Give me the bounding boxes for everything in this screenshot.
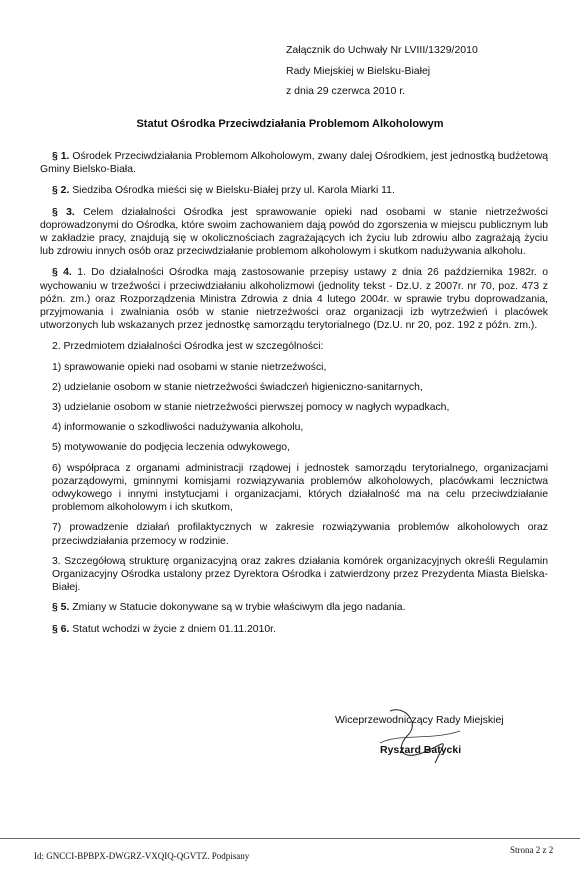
paragraph-4-3: 3. Szczegółową strukturę organizacyjną oraz zakres działania komórek organizacyjnych określi Regulamin Organizacyjny Ośrodka ustalony przez Dyrektora Ośrodka i zatwierdzony przez Prezydenta Miasta Bielska-Białej. bbox=[52, 555, 548, 594]
document-title: Statut Ośrodka Przeciwdziałania Problemom Alkoholowym bbox=[136, 118, 444, 130]
attachment-header bbox=[286, 40, 478, 102]
paragraph-1 bbox=[40, 150, 548, 176]
paragraph-text: Siedziba Ośrodka mieści się w Bielsku-Białej przy ul. Karola Miarki 11. bbox=[69, 185, 395, 197]
list-item: 7) prowadzenie działań profilaktycznych w zakresie rozwiązywania problemów alkoholowych oraz przeciwdziałania przemocy w rodzinie. bbox=[52, 522, 548, 547]
paragraph-6 bbox=[40, 623, 548, 636]
section-number: § 4. bbox=[52, 267, 72, 279]
header-line-date: z dnia 29 czerwca 2010 r. bbox=[286, 85, 406, 97]
header-line-resolution: Załącznik do Uchwały Nr LVIII/1329/2010 bbox=[286, 44, 478, 56]
document-body bbox=[40, 150, 548, 644]
paragraph-2 bbox=[40, 184, 548, 197]
paragraph-3 bbox=[40, 206, 548, 259]
document-id: Id: GNCCI-BPBPX-DWGRZ-VXQIQ-QGVTZ. Podpisany bbox=[34, 851, 250, 861]
section-number: § 5. bbox=[52, 602, 70, 614]
paragraph-4-2: 2. Przedmiotem działalności Ośrodka jest w szczególności: bbox=[52, 341, 324, 353]
list-item: 1) sprawowanie opieki nad osobami w stanie nietrzeźwości, bbox=[52, 361, 327, 373]
section-number: § 6. bbox=[52, 623, 70, 635]
section-number: § 1. bbox=[52, 151, 70, 162]
list-item: 5) motywowanie do podjęcia leczenia odwykowego, bbox=[52, 442, 290, 454]
signatory-name: Ryszard Batycki bbox=[380, 744, 462, 756]
list-item: 4) informowanie o szkodliwości nadużywania alkoholu, bbox=[52, 422, 304, 434]
section-number: § 2. bbox=[52, 185, 70, 197]
header-line-council: Rady Miejskiej w Bielsku-Białej bbox=[286, 64, 431, 77]
list-item: 2) udzielanie osobom w stanie nietrzeźwości świadczeń higieniczno-sanitarnych, bbox=[52, 381, 423, 393]
paragraph-5 bbox=[40, 601, 548, 614]
footer-divider bbox=[0, 838, 580, 839]
paragraph-text: Statut wchodzi w życie z dniem 01.11.2010r. bbox=[69, 623, 276, 635]
signature-block bbox=[335, 712, 504, 758]
page-number: Strona 2 z 2 bbox=[510, 845, 554, 855]
paragraph-4 bbox=[40, 266, 548, 332]
signatory-role: Wiceprzewodniczący Rady Miejskiej bbox=[335, 714, 504, 726]
paragraph-text: Zmiany w Statucie dokonywane są w trybie właściwym dla jego nadania. bbox=[69, 602, 406, 614]
list-item: 3) udzielanie osobom w stanie nietrzeźwości pierwszej pomocy w nagłych wypadkach, bbox=[52, 402, 450, 414]
list-item: 6) współpraca z organami administracji rządowej i jednostek samorządu terytorialnego, organizacjami pozarządowymi, gminnymi komisjami rozwiązywania problemów alkoholowych, placówkami lecznictwa odwykowego i innymi instytucjami i organizacjami, których działalność ma na celu przeciwdziałanie problemom alkoholowym i ich skutkom, bbox=[52, 462, 548, 514]
paragraph-text: 1. Do działalności Ośrodka mają zastosowanie przepisy ustawy z dnia 26 października 1982r. o wychowaniu w trzeźwości i przeciwdziałaniu alkoholizmowi (jednolity tekst - Dz.U. z 2007r. nr 70, poz. 473 z późn. zm.) oraz Rozporządzenia Ministra Zdrowia z dnia 4 lutego 2004r. w sprawie trybu doprowadzania, przyjmowania i zwalniania osób w stanie nietrzeźwości oraz organizacji izb wytrzeźwień i placówek utworzonych lub wskazanych przez jednostkę samorządu terytorialnego (Dz.U. nr 20, poz. 192 z późn. zm.). bbox=[40, 267, 548, 332]
paragraph-text: Ośrodek Przeciwdziałania Problemom Alkoholowym, zwany dalej Ośrodkiem, jest jednostką budżetową Gminy Bielsko-Biała. bbox=[40, 151, 548, 176]
paragraph-text: Celem działalności Ośrodka jest sprawowanie opieki nad osobami w stanie nietrzeźwości doprowadzonymi do Ośrodka, które swoim zachowaniem dają powód do zgorszenia w miejscu publicznym lub w zakładzie pracy, znajdują się w okolicznościach zagrażających ich życiu lub zdrowiu albo zagrażają życiu lub zdrowiu innych osób oraz przeciwdziałanie problemom alkoholowym i skutkom nadużywania alkoholu. bbox=[40, 206, 548, 258]
section-number: § 3. bbox=[52, 206, 75, 218]
